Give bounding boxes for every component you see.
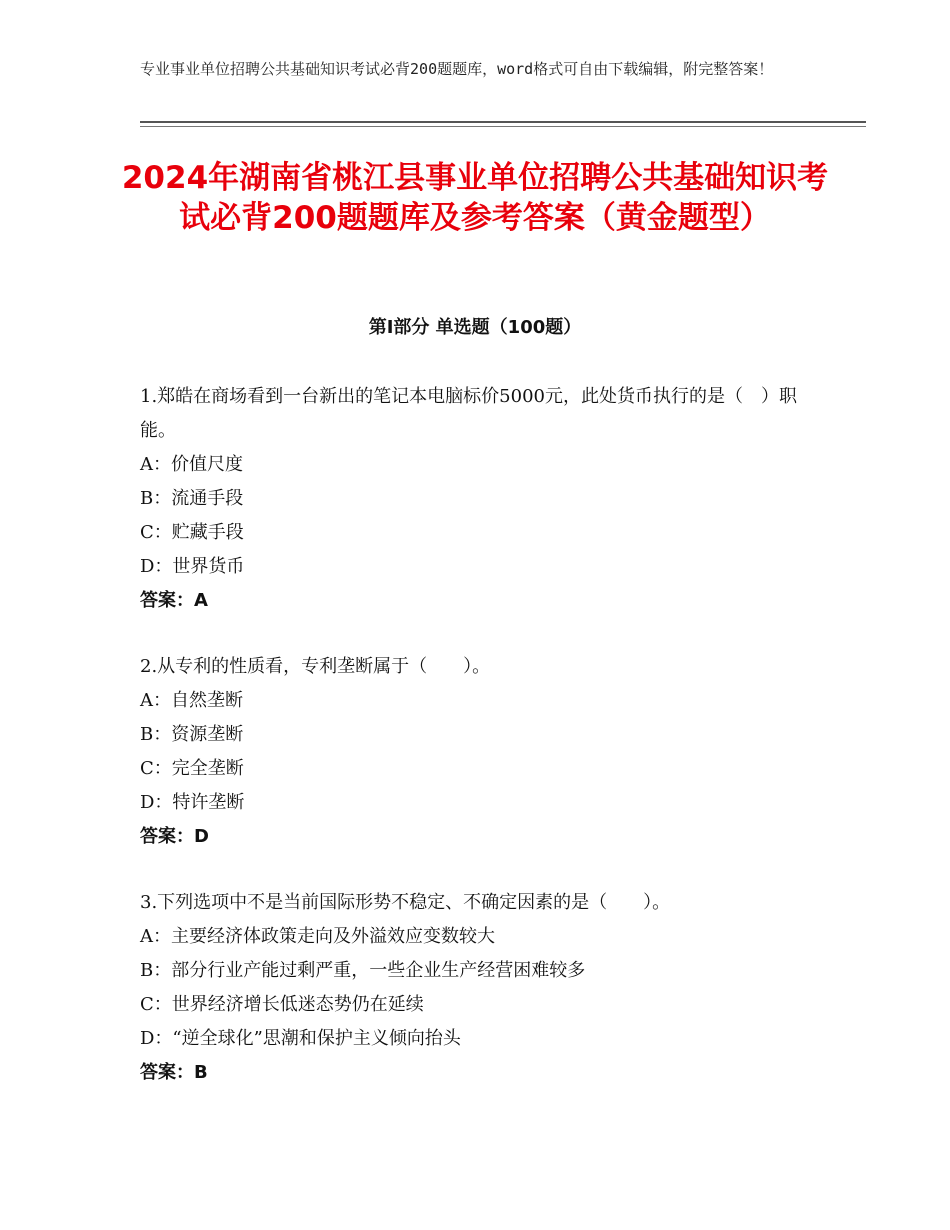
header-divider	[140, 121, 866, 123]
header-divider-thin	[140, 126, 866, 127]
option-d: D：特许垄断	[140, 792, 245, 813]
answer-line: 答案：A	[140, 590, 208, 611]
answer-line: 答案：B	[140, 1062, 208, 1083]
option-c: C：世界经济增长低迷态势仍在延续	[140, 994, 424, 1015]
question-2	[140, 650, 820, 854]
option-a: A：价值尺度	[140, 454, 243, 475]
document-title: 2024年湖南省桃江县事业单位招聘公共基础知识考试必背200题题库及参考答案（黄金题型）	[121, 160, 829, 236]
option-a: A：自然垄断	[140, 690, 243, 711]
option-b: B：资源垄断	[140, 724, 244, 745]
answer-line: 答案：D	[140, 826, 209, 847]
header-note: 专业事业单位招聘公共基础知识考试必背200题题库，word格式可自由下载编辑，附完整答案！	[140, 60, 774, 78]
question-3	[140, 886, 820, 1090]
question-stem: 1.郑皓在商场看到一台新出的笔记本电脑标价5000元，此处货币执行的是（ ）职能。	[140, 386, 797, 441]
question-stem: 2.从专利的性质看，专利垄断属于（ ）。	[140, 656, 491, 677]
option-c: C：贮藏手段	[140, 522, 244, 543]
question-stem: 3.下列选项中不是当前国际形势不稳定、不确定因素的是（ ）。	[140, 892, 671, 913]
option-c: C：完全垄断	[140, 758, 244, 779]
section-heading: 第Ⅰ部分 单选题（100题）	[368, 317, 582, 338]
option-d: D：世界货币	[140, 556, 245, 577]
option-b: B：部分行业产能过剩严重，一些企业生产经营困难较多	[140, 960, 586, 981]
option-b: B：流通手段	[140, 488, 244, 509]
question-list	[140, 380, 820, 1122]
question-1	[140, 380, 820, 618]
option-a: A：主要经济体政策走向及外溢效应变数较大	[140, 926, 495, 947]
option-d: D：“逆全球化”思潮和保护主义倾向抬头	[140, 1028, 461, 1049]
